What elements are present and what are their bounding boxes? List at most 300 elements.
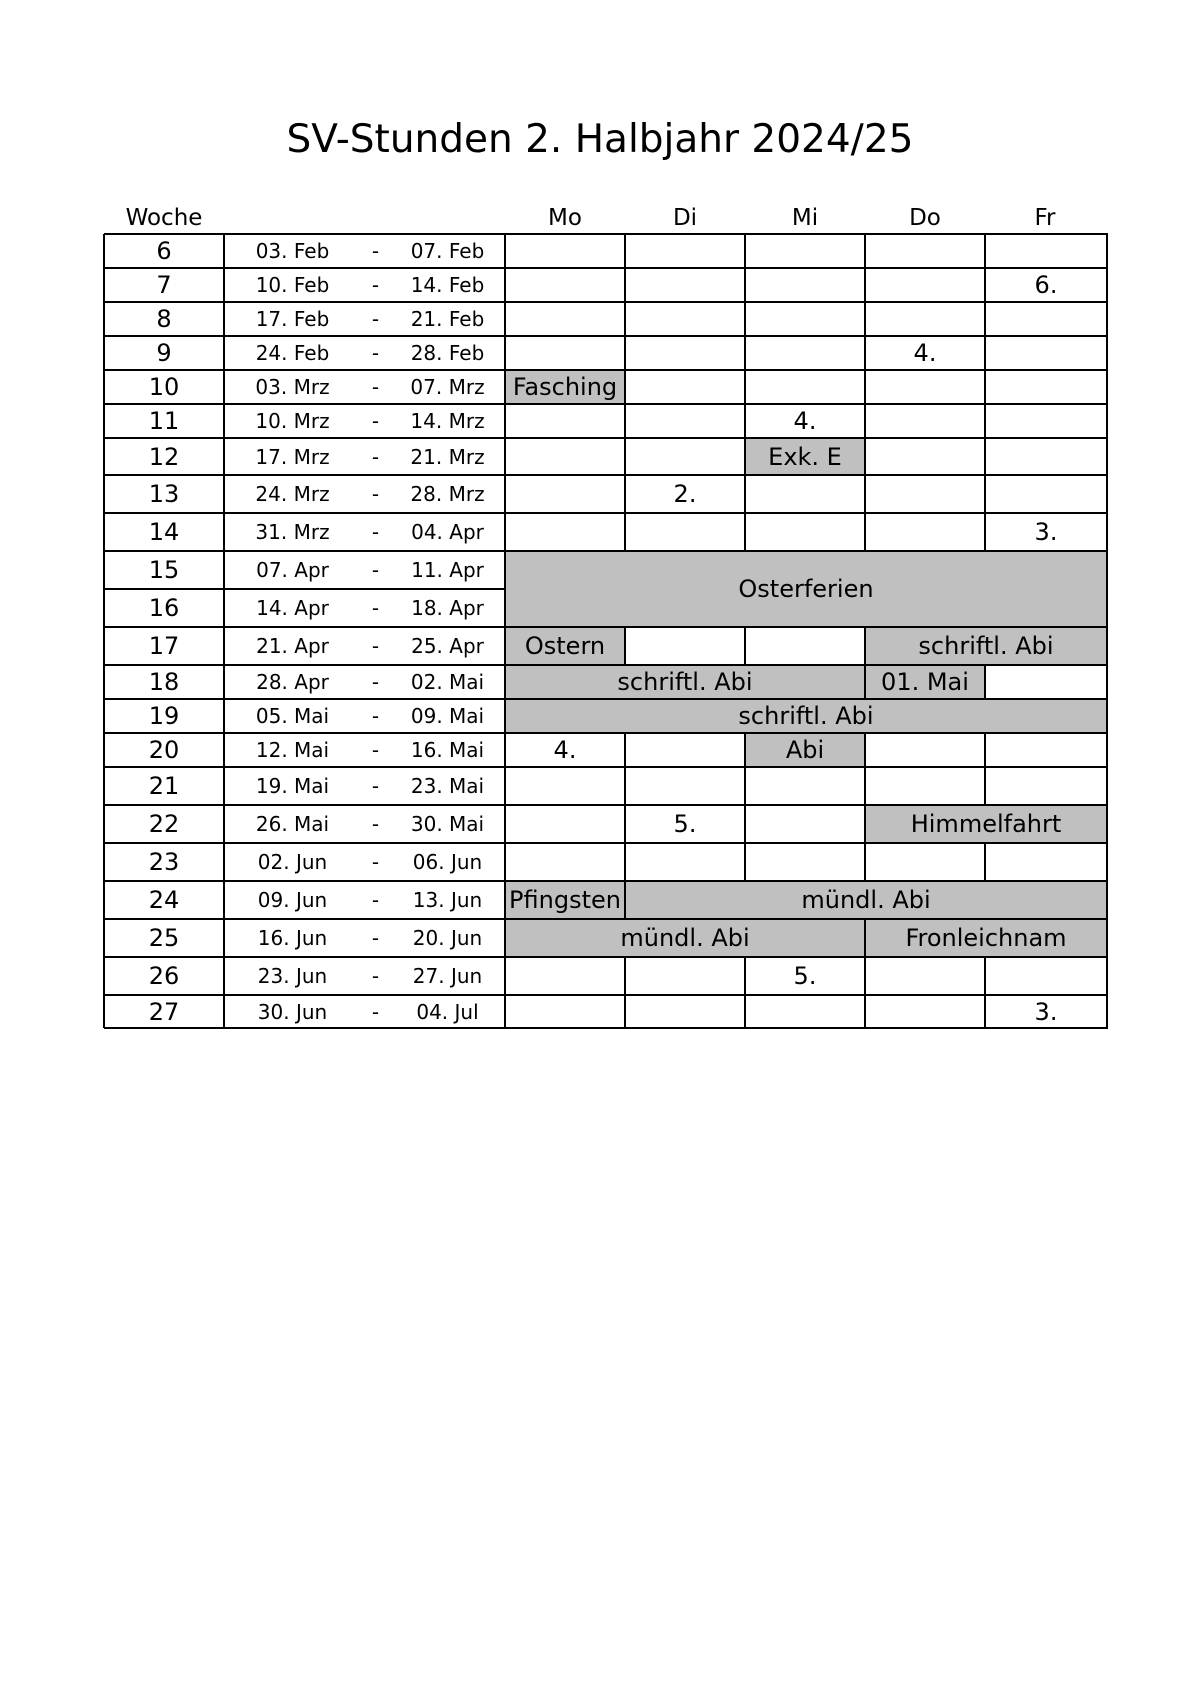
- grid-line: [1106, 475, 1108, 513]
- grid-line: [504, 919, 506, 957]
- grid-line: [745, 335, 866, 337]
- date-to: 25. Apr: [411, 634, 484, 658]
- day-cell: [745, 268, 865, 302]
- date-to: 20. Jun: [412, 926, 483, 950]
- date-to: 02. Mai: [410, 670, 485, 694]
- day-cell: [625, 733, 745, 767]
- day-cell: [505, 957, 625, 995]
- date-from: 09. Jun: [257, 888, 328, 912]
- grid-line: [624, 336, 626, 370]
- day-cell: [865, 995, 985, 1028]
- day-cell: [985, 234, 1107, 268]
- date-to: 18. Apr: [411, 596, 484, 620]
- grid-line: [864, 302, 866, 336]
- grid-line: [744, 843, 746, 881]
- day-cell: [865, 733, 985, 767]
- grid-line: [104, 626, 506, 628]
- date-dash: -: [371, 341, 380, 365]
- day-cell: [745, 767, 865, 805]
- day-cell: [505, 767, 625, 805]
- grid-line: [505, 880, 626, 882]
- day-cell: [745, 627, 865, 665]
- week-number: 12: [148, 442, 180, 471]
- grid-line: [744, 995, 746, 1028]
- date-from: 12. Mai: [255, 738, 330, 762]
- grid-line: [744, 404, 746, 438]
- day-cell: [625, 957, 745, 995]
- grid-line: [624, 404, 626, 438]
- grid-line: [624, 370, 626, 404]
- grid-line: [504, 551, 506, 627]
- day-cell: [505, 268, 625, 302]
- grid-line: [504, 843, 506, 881]
- day-cell: [505, 995, 625, 1028]
- grid-line: [865, 233, 986, 235]
- grid-line: [625, 956, 746, 958]
- grid-line: [505, 474, 626, 476]
- grid-line: [104, 956, 506, 958]
- grid-line: [1106, 843, 1108, 881]
- date-dash: -: [371, 888, 380, 912]
- grid-line: [984, 767, 986, 805]
- header-wednesday: Mi: [791, 205, 819, 231]
- grid-line: [1106, 627, 1108, 665]
- grid-line: [865, 437, 986, 439]
- date-to: 11. Apr: [411, 558, 484, 582]
- day-cell: [745, 843, 865, 881]
- week-number: 11: [148, 407, 180, 435]
- date-dash: -: [371, 409, 380, 433]
- grid-line: [104, 1027, 506, 1029]
- event-label: Abi: [785, 736, 825, 764]
- grid-line: [865, 842, 986, 844]
- event-label: Osterferien: [738, 575, 874, 603]
- date-to: 13. Jun: [412, 888, 483, 912]
- grid-line: [744, 438, 746, 475]
- week-number: 10: [148, 373, 180, 401]
- grid-line: [865, 301, 986, 303]
- grid-line: [745, 267, 866, 269]
- day-cell: 3.: [1034, 997, 1058, 1026]
- grid-line: [984, 513, 986, 551]
- grid-line: [744, 268, 746, 302]
- date-dash: -: [371, 774, 380, 798]
- grid-line: [625, 766, 746, 768]
- grid-line: [104, 267, 506, 269]
- grid-line: [104, 664, 506, 666]
- grid-line: [104, 588, 506, 590]
- event-label: Himmelfahrt: [910, 810, 1062, 838]
- grid-line: [744, 302, 746, 336]
- grid-line: [984, 843, 986, 881]
- day-cell: [865, 957, 985, 995]
- week-number: 24: [148, 886, 180, 914]
- grid-line: [505, 698, 1108, 700]
- grid-line: [984, 404, 986, 438]
- grid-line: [624, 268, 626, 302]
- header-friday: Fr: [1034, 205, 1056, 231]
- grid-line: [985, 233, 1108, 235]
- grid-line: [625, 626, 746, 628]
- day-cell: [865, 767, 985, 805]
- day-cell: [985, 665, 1107, 699]
- date-from: 31. Mrz: [255, 520, 330, 544]
- week-number: 17: [148, 632, 180, 660]
- grid-line: [504, 805, 506, 843]
- grid-line: [1106, 551, 1108, 627]
- grid-line: [1106, 438, 1108, 475]
- grid-line: [864, 513, 866, 551]
- grid-line: [864, 995, 866, 1028]
- grid-line: [745, 437, 866, 439]
- date-to: 04. Jul: [416, 999, 479, 1024]
- grid-line: [864, 733, 866, 767]
- grid-line: [625, 994, 746, 996]
- grid-line: [505, 550, 1108, 552]
- grid-line: [865, 1027, 986, 1029]
- grid-line: [505, 804, 626, 806]
- grid-line: [504, 881, 506, 919]
- grid-line: [864, 404, 866, 438]
- day-cell: [865, 370, 985, 404]
- header-monday: Mo: [548, 205, 582, 231]
- grid-line: [865, 403, 986, 405]
- grid-line: [624, 995, 626, 1028]
- day-cell: [625, 843, 745, 881]
- day-cell: 4.: [553, 736, 577, 764]
- grid-line: [504, 302, 506, 336]
- grid-line: [504, 627, 506, 665]
- grid-line: [504, 665, 506, 699]
- grid-line: [505, 335, 626, 337]
- date-dash: -: [371, 596, 380, 620]
- grid-line: [625, 437, 746, 439]
- date-dash: -: [371, 738, 380, 762]
- day-cell: [625, 404, 745, 438]
- day-cell: [745, 302, 865, 336]
- grid-line: [744, 805, 746, 843]
- grid-line: [865, 626, 1108, 628]
- grid-line: [745, 233, 866, 235]
- grid-line: [745, 956, 866, 958]
- day-cell: [985, 957, 1107, 995]
- grid-line: [1106, 919, 1108, 957]
- grid-line: [624, 805, 626, 843]
- week-number: 15: [148, 556, 180, 584]
- grid-line: [985, 369, 1108, 371]
- date-to: 04. Apr: [411, 520, 484, 544]
- event-label: mündl. Abi: [620, 924, 750, 952]
- grid-line: [1106, 234, 1108, 268]
- day-cell: [985, 767, 1107, 805]
- date-from: 03. Feb: [255, 239, 330, 263]
- event-label: mündl. Abi: [801, 886, 931, 914]
- grid-line: [625, 369, 746, 371]
- date-from: 05. Mai: [255, 704, 330, 728]
- week-number: 8: [156, 305, 172, 333]
- header-woche: Woche: [125, 205, 203, 231]
- day-cell: [745, 995, 865, 1028]
- date-from: 02. Jun: [257, 850, 328, 874]
- grid-line: [504, 370, 506, 404]
- event-label: schriftl. Abi: [617, 668, 753, 696]
- day-cell: [505, 336, 625, 370]
- grid-line: [865, 474, 986, 476]
- page-title: SV-Stunden 2. Halbjahr 2024/25: [286, 117, 914, 162]
- grid-line: [505, 403, 626, 405]
- grid-line: [505, 664, 866, 666]
- event-label: Fronleichnam: [905, 924, 1067, 952]
- grid-line: [745, 301, 866, 303]
- grid-line: [624, 513, 626, 551]
- day-cell: [625, 370, 745, 404]
- grid-line: [104, 474, 506, 476]
- week-number: 18: [148, 668, 180, 696]
- day-cell: [625, 767, 745, 805]
- grid-line: [745, 994, 866, 996]
- grid-line: [505, 369, 626, 371]
- day-cell: 6.: [1034, 271, 1058, 299]
- grid-line: [744, 767, 746, 805]
- grid-line: [745, 1027, 866, 1029]
- day-cell: [625, 336, 745, 370]
- grid-line: [104, 233, 506, 235]
- date-from: 21. Apr: [256, 634, 329, 658]
- grid-line: [744, 234, 746, 268]
- grid-line: [624, 438, 626, 475]
- grid-line: [504, 995, 506, 1028]
- grid-line: [104, 301, 506, 303]
- day-cell: [505, 302, 625, 336]
- day-cell: [625, 627, 745, 665]
- event-label: Pfingsten: [509, 886, 621, 914]
- grid-line: [984, 733, 986, 767]
- grid-line: [745, 732, 866, 734]
- grid-line: [104, 335, 506, 337]
- week-number: 22: [148, 810, 180, 838]
- grid-line: [1106, 404, 1108, 438]
- grid-line: [865, 766, 986, 768]
- day-cell: [745, 475, 865, 513]
- grid-line: [1106, 733, 1108, 767]
- date-to: 21. Feb: [410, 307, 485, 331]
- grid-line: [624, 843, 626, 881]
- date-to: 14. Mrz: [410, 409, 485, 433]
- date-dash: -: [371, 704, 380, 728]
- grid-line: [1106, 268, 1108, 302]
- grid-line: [1106, 881, 1108, 919]
- event-label: Ostern: [524, 632, 606, 660]
- grid-line: [745, 403, 866, 405]
- grid-line: [744, 627, 746, 665]
- date-dash: -: [371, 850, 380, 874]
- day-cell: [745, 805, 865, 843]
- week-number: 14: [148, 518, 180, 546]
- date-dash: -: [371, 670, 380, 694]
- grid-line: [104, 437, 506, 439]
- date-dash: -: [371, 307, 380, 331]
- grid-line: [985, 732, 1108, 734]
- grid-line: [864, 438, 866, 475]
- grid-line: [104, 403, 506, 405]
- date-from: 17. Mrz: [255, 444, 330, 469]
- date-from: 10. Feb: [255, 273, 330, 297]
- date-dash: -: [371, 634, 380, 658]
- grid-line: [104, 994, 506, 996]
- grid-line: [864, 475, 866, 513]
- date-to: 16. Mai: [410, 738, 485, 762]
- grid-line: [625, 335, 746, 337]
- week-number: 6: [156, 237, 172, 265]
- grid-line: [745, 369, 866, 371]
- grid-line: [984, 957, 986, 995]
- grid-line: [505, 233, 626, 235]
- grid-line: [504, 957, 506, 995]
- grid-line: [985, 956, 1108, 958]
- day-cell: 5.: [673, 810, 697, 838]
- day-cell: [625, 302, 745, 336]
- event-label: schriftl. Abi: [918, 632, 1054, 660]
- grid-line: [504, 733, 506, 767]
- grid-line: [984, 234, 986, 268]
- week-number: 19: [148, 702, 180, 730]
- grid-line: [103, 234, 105, 1028]
- day-cell: [625, 438, 745, 475]
- grid-line: [625, 301, 746, 303]
- grid-line: [504, 404, 506, 438]
- grid-line: [625, 732, 746, 734]
- grid-line: [985, 1027, 1108, 1029]
- week-number: 27: [148, 997, 180, 1026]
- grid-line: [1106, 767, 1108, 805]
- day-cell: 5.: [793, 962, 817, 990]
- grid-line: [504, 475, 506, 513]
- grid-line: [625, 804, 746, 806]
- grid-line: [505, 732, 626, 734]
- grid-line: [104, 369, 506, 371]
- date-from: 14. Apr: [256, 596, 329, 620]
- grid-line: [624, 881, 626, 919]
- week-number: 23: [148, 848, 180, 876]
- grid-line: [744, 475, 746, 513]
- grid-line: [624, 733, 626, 767]
- week-number: 25: [148, 924, 180, 952]
- grid-line: [865, 956, 986, 958]
- week-number: 13: [148, 480, 180, 508]
- grid-line: [864, 665, 866, 699]
- day-cell: [865, 302, 985, 336]
- grid-line: [104, 698, 506, 700]
- grid-line: [985, 403, 1108, 405]
- grid-line: [985, 842, 1108, 844]
- event-label: Fasching: [512, 373, 618, 401]
- day-cell: 2.: [673, 480, 697, 508]
- day-cell: [865, 513, 985, 551]
- date-to: 23. Mai: [410, 774, 485, 798]
- date-from: 16. Jun: [257, 926, 328, 950]
- grid-line: [984, 302, 986, 336]
- date-from: 30. Jun: [257, 999, 328, 1024]
- day-cell: [505, 234, 625, 268]
- grid-line: [745, 512, 866, 514]
- day-cell: [985, 370, 1107, 404]
- header-tuesday: Di: [672, 205, 698, 231]
- grid-line: [744, 336, 746, 370]
- grid-line: [985, 301, 1108, 303]
- grid-line: [985, 664, 1108, 666]
- grid-line: [504, 336, 506, 370]
- week-number: 9: [156, 339, 172, 367]
- date-dash: -: [371, 964, 380, 988]
- grid-line: [865, 369, 986, 371]
- grid-line: [745, 626, 866, 628]
- grid-line: [104, 766, 506, 768]
- grid-line: [864, 919, 866, 957]
- grid-line: [104, 804, 506, 806]
- day-cell: [865, 268, 985, 302]
- grid-line: [504, 438, 506, 475]
- day-cell: [865, 438, 985, 475]
- day-cell: [505, 843, 625, 881]
- grid-line: [624, 767, 626, 805]
- week-number: 20: [148, 736, 180, 764]
- grid-line: [505, 437, 626, 439]
- grid-line: [984, 336, 986, 370]
- grid-line: [865, 804, 1108, 806]
- grid-line: [984, 370, 986, 404]
- grid-line: [504, 234, 506, 268]
- date-dash: -: [371, 273, 380, 297]
- day-cell: [985, 336, 1107, 370]
- date-dash: -: [371, 558, 380, 582]
- grid-line: [864, 268, 866, 302]
- grid-line: [625, 403, 746, 405]
- date-from: 17. Feb: [255, 307, 330, 331]
- date-to: 09. Mai: [410, 704, 485, 728]
- week-number: 7: [156, 271, 172, 299]
- grid-line: [505, 267, 626, 269]
- date-from: 19. Mai: [255, 774, 330, 798]
- day-cell: [865, 475, 985, 513]
- grid-line: [745, 842, 866, 844]
- grid-line: [985, 512, 1108, 514]
- date-to: 27. Jun: [412, 964, 483, 988]
- grid-line: [744, 513, 746, 551]
- schedule-table: [104, 234, 1107, 1024]
- day-cell: 4.: [793, 407, 817, 435]
- grid-line: [625, 233, 746, 235]
- grid-line: [985, 437, 1108, 439]
- grid-line: [504, 767, 506, 805]
- grid-line: [504, 513, 506, 551]
- day-cell: [985, 404, 1107, 438]
- grid-line: [505, 842, 626, 844]
- grid-line: [504, 268, 506, 302]
- grid-line: [1106, 302, 1108, 336]
- grid-line: [505, 956, 626, 958]
- day-cell: [625, 995, 745, 1028]
- date-dash: -: [371, 375, 380, 399]
- grid-line: [865, 512, 986, 514]
- grid-line: [104, 880, 506, 882]
- grid-line: [624, 627, 626, 665]
- date-from: 10. Mrz: [255, 409, 330, 433]
- grid-line: [505, 512, 626, 514]
- day-cell: [865, 404, 985, 438]
- grid-line: [745, 804, 866, 806]
- date-dash: -: [371, 812, 380, 836]
- grid-line: [985, 474, 1108, 476]
